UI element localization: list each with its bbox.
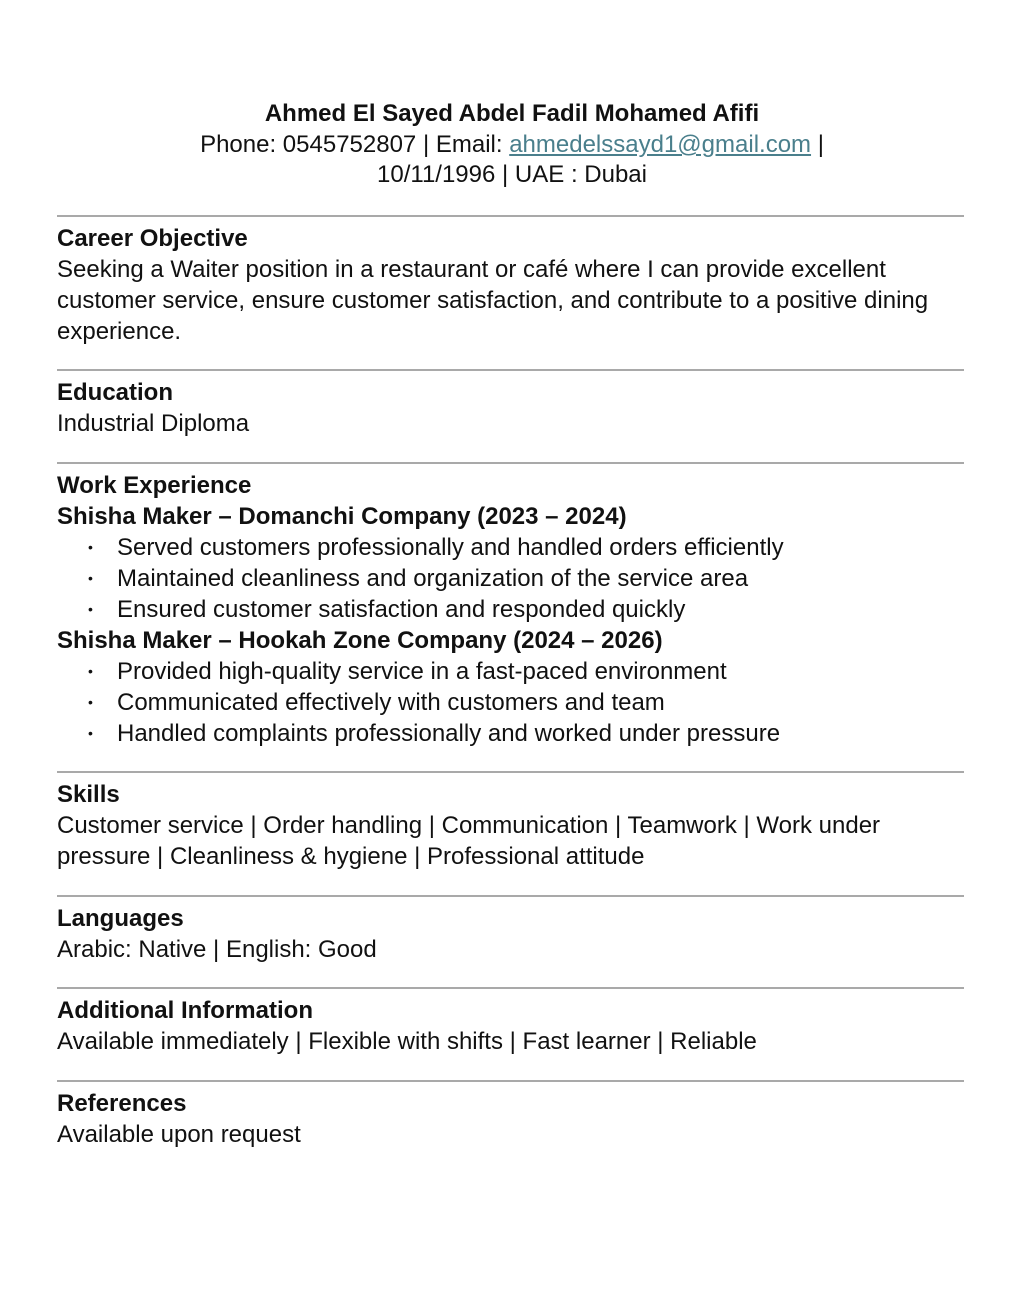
contact-line	[0, 130, 1024, 160]
references-section	[57, 1088, 964, 1150]
job-duties-list	[57, 532, 964, 625]
languages-text: Arabic: Native | English: Good	[57, 936, 377, 963]
skills-text: Customer service | Order handling | Communication | Teamwork | Work under pressure | Cleanliness & hygiene | Professional attitude	[57, 812, 881, 870]
bullet-icon: •	[88, 725, 93, 741]
list-item	[57, 687, 964, 718]
duty-text: Provided high-quality service in a fast-paced environment	[117, 658, 727, 685]
references-text: Available upon request	[57, 1121, 301, 1148]
job-duties-list	[57, 656, 964, 749]
education-text: Industrial Diploma	[57, 410, 250, 437]
bullet-icon: •	[88, 539, 93, 555]
resume-header	[0, 98, 1024, 190]
bullet-icon: •	[88, 663, 93, 679]
section-title: References	[57, 1090, 187, 1117]
section-title: Work Experience	[57, 472, 252, 499]
duty-text: Ensured customer satisfaction and responded quickly	[117, 596, 686, 623]
bullet-icon: •	[88, 601, 93, 617]
career-objective-section	[57, 223, 964, 347]
additional-information-section	[57, 995, 964, 1057]
birthdate-location-line: 10/11/1996 | UAE : Dubai	[377, 161, 647, 188]
section-divider	[57, 987, 964, 989]
section-divider	[57, 771, 964, 773]
contact-separator: |	[811, 131, 824, 158]
list-item	[57, 563, 964, 594]
bullet-icon: •	[88, 570, 93, 586]
languages-section	[57, 903, 964, 965]
job-title: Shisha Maker – Hookah Zone Company (2024 – 2026)	[57, 627, 663, 654]
list-item	[57, 532, 964, 563]
section-title: Languages	[57, 905, 184, 932]
candidate-name: Ahmed El Sayed Abdel Fadil Mohamed Afifi	[264, 100, 760, 127]
section-divider	[57, 895, 964, 897]
list-item	[57, 656, 964, 687]
career-objective-text: Seeking a Waiter position in a restaurant or café where I can provide excellent customer service, ensure customer satisfaction, and contribute to a positive dining experience.	[57, 256, 929, 345]
duty-text: Maintained cleanliness and organization of the service area	[117, 565, 749, 592]
email-link[interactable]: ahmedelssayd1@gmail.com	[509, 131, 812, 158]
duty-text: Handled complaints professionally and worked under pressure	[117, 720, 781, 747]
section-divider	[57, 215, 964, 217]
section-title: Additional Information	[57, 997, 313, 1024]
phone-text: Phone: 0545752807 | Email:	[200, 131, 510, 158]
duty-text: Communicated effectively with customers and team	[117, 689, 665, 716]
section-divider	[57, 369, 964, 371]
section-title: Skills	[57, 781, 120, 808]
list-item	[57, 594, 964, 625]
section-divider	[57, 1080, 964, 1082]
job-title: Shisha Maker – Domanchi Company (2023 – 2024)	[57, 503, 627, 530]
section-divider	[57, 462, 964, 464]
duty-text: Served customers professionally and handled orders efficiently	[117, 534, 784, 561]
work-experience-section	[57, 470, 964, 749]
bullet-icon: •	[88, 694, 93, 710]
additional-information-text: Available immediately | Flexible with shifts | Fast learner | Reliable	[57, 1028, 757, 1055]
section-title: Career Objective	[57, 225, 248, 252]
list-item	[57, 718, 964, 749]
section-title: Education	[57, 379, 174, 406]
skills-section	[57, 779, 964, 872]
education-section	[57, 377, 964, 439]
